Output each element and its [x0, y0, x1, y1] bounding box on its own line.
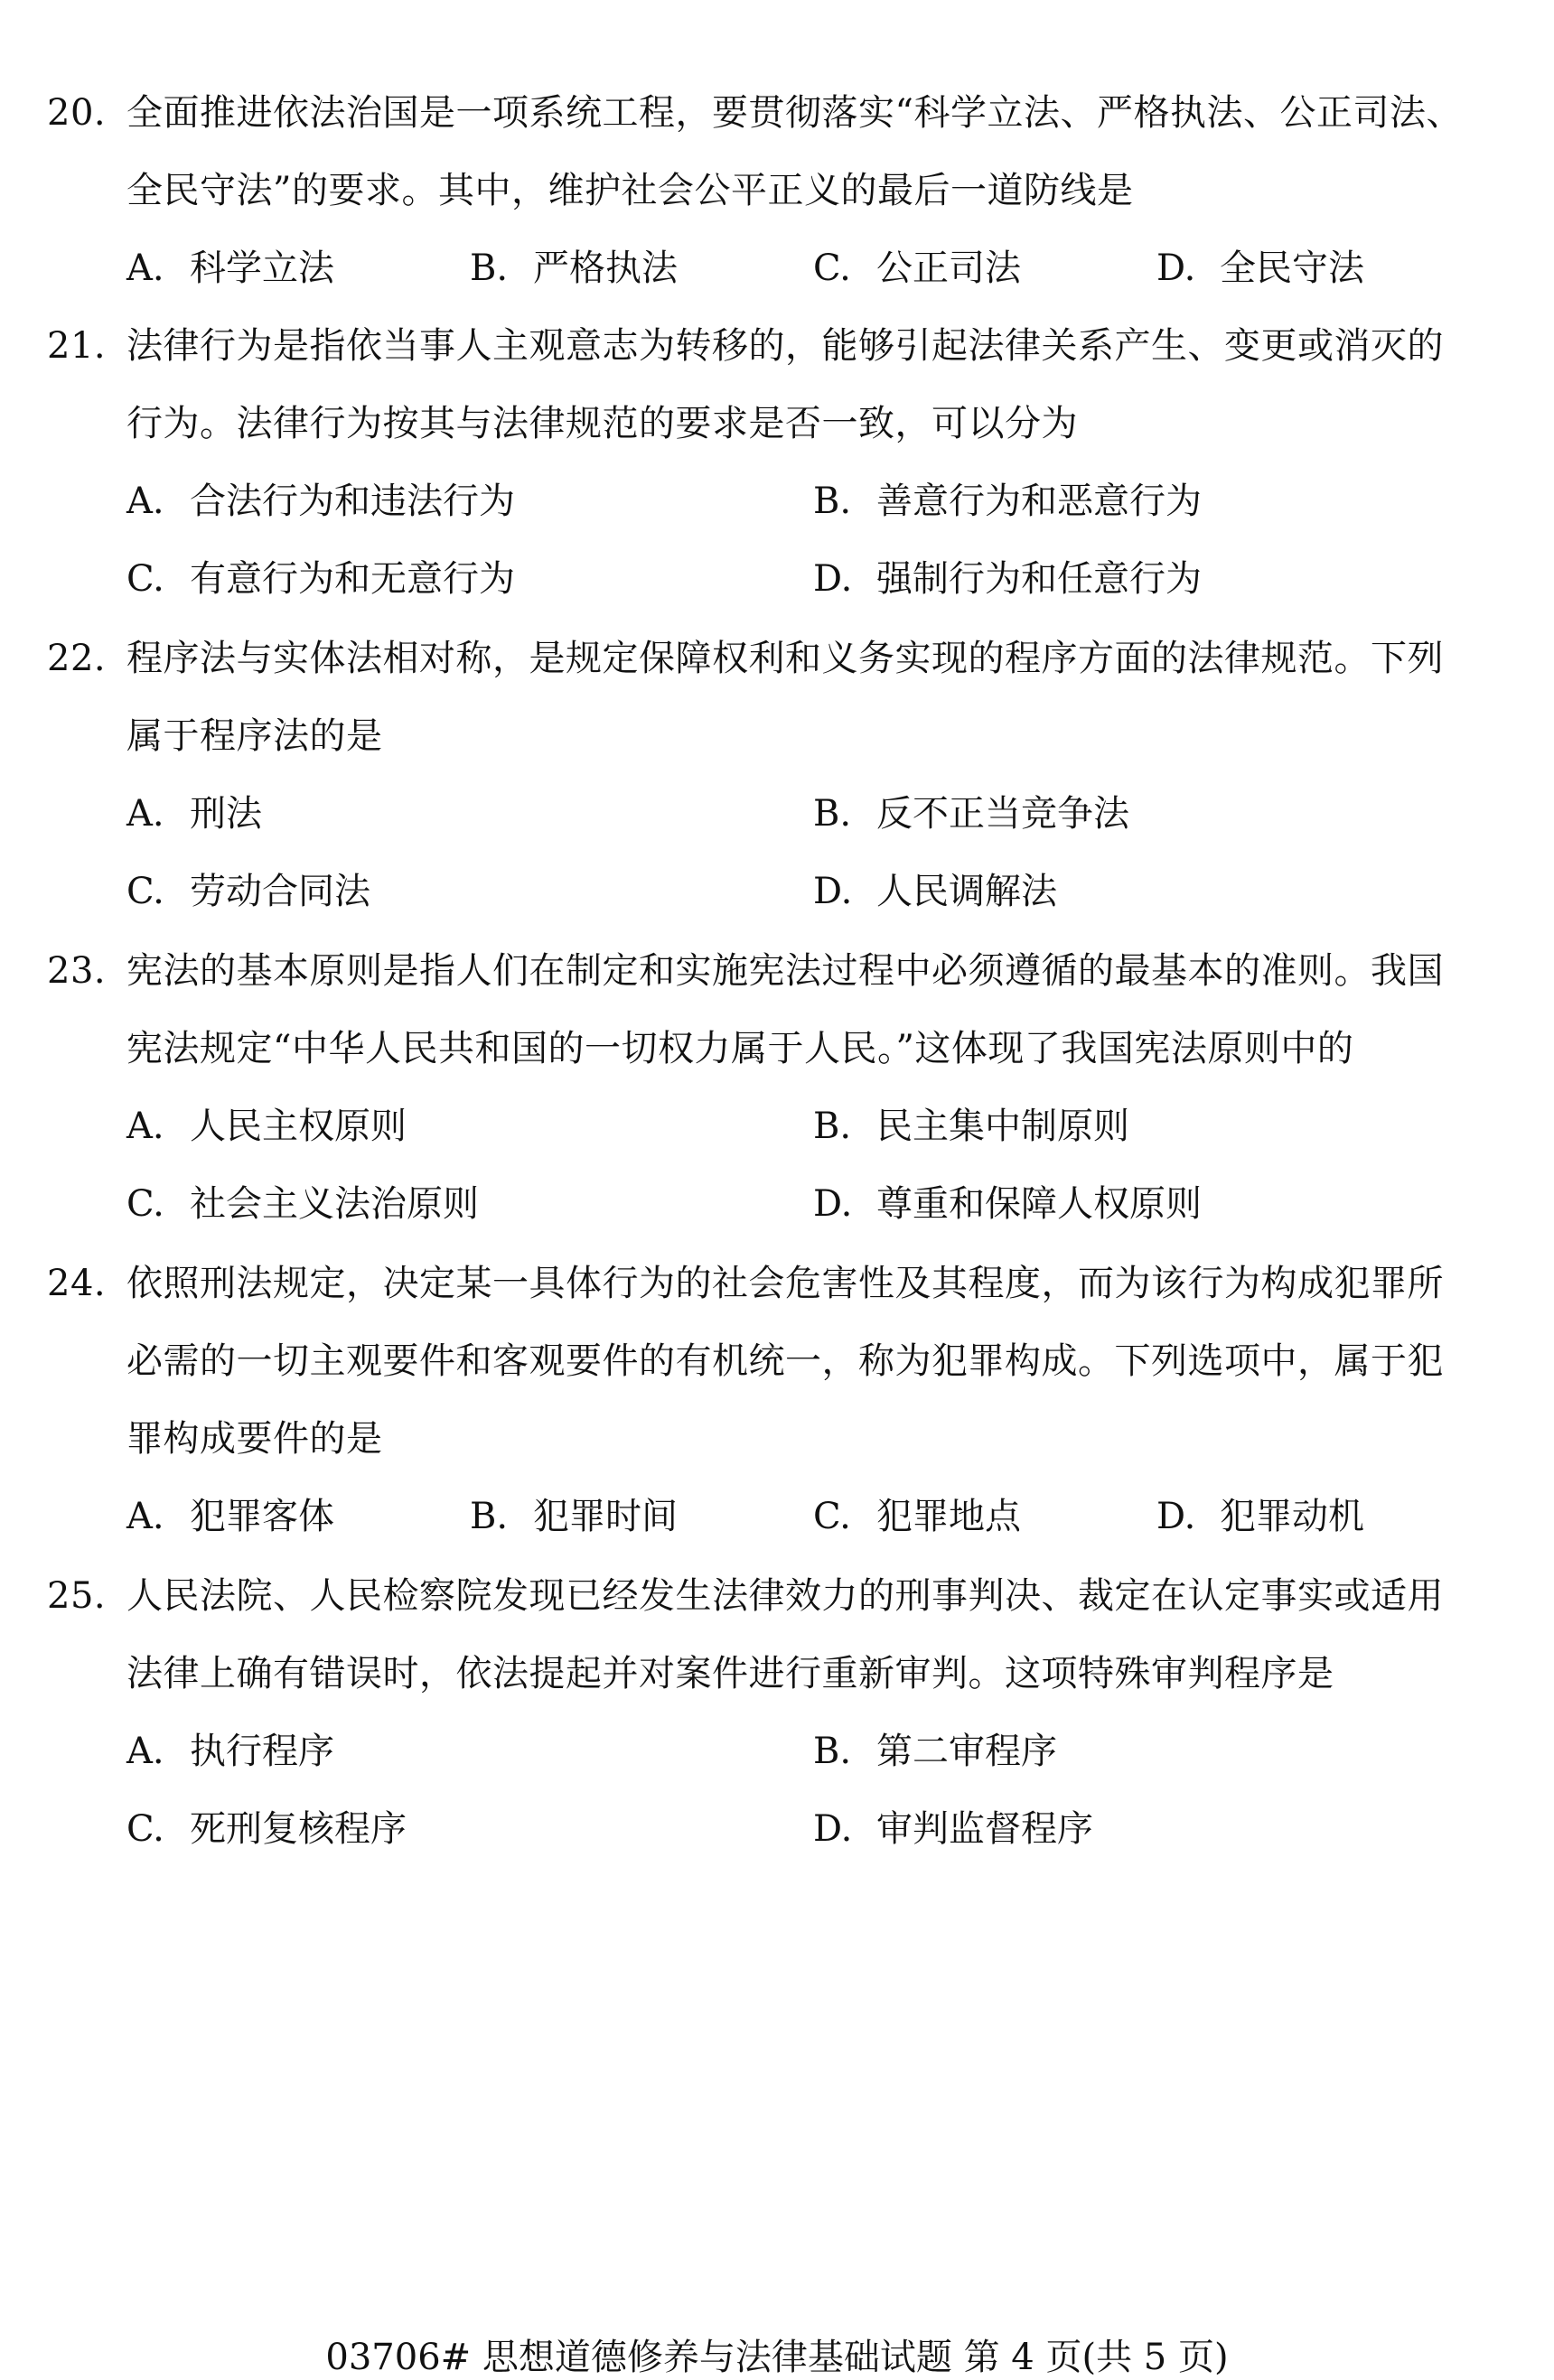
option-c	[126, 853, 370, 930]
options-row	[47, 462, 1502, 540]
option-text: 犯罪动机	[1220, 1496, 1364, 1537]
option-text: 人民主权原则	[190, 1106, 407, 1147]
question-stem-line	[47, 1245, 1502, 1322]
option-a	[126, 462, 515, 540]
option-a	[126, 775, 262, 853]
question-stem-line	[47, 152, 1502, 229]
option-letter: D.	[813, 1808, 853, 1850]
option-text: 刑法	[190, 793, 262, 835]
question-stem-line	[47, 932, 1502, 1010]
option-letter: D.	[813, 871, 853, 912]
question-stem-line	[47, 1400, 1502, 1478]
question-stem-text: 全面推进依法治国是一项系统工程，要贯彻落实“科学立法、严格执法、公正司法、	[126, 92, 1463, 134]
option-letter: A.	[126, 247, 164, 289]
option-a	[126, 1478, 334, 1555]
option-d	[1156, 229, 1364, 307]
option-letter: B.	[813, 1106, 852, 1147]
option-text: 犯罪时间	[533, 1496, 678, 1537]
option-letter: C.	[126, 1808, 164, 1850]
option-c	[126, 1790, 407, 1868]
question-25	[47, 1557, 1502, 1868]
option-text: 人民调解法	[876, 871, 1057, 912]
question-stem-line	[47, 1010, 1502, 1087]
option-d	[813, 1790, 1093, 1868]
question-stem-text: 必需的一切主观要件和客观要件的有机统一，称为犯罪构成。下列选项中，属于犯	[126, 1340, 1444, 1382]
option-text: 公正司法	[876, 247, 1021, 289]
question-23	[47, 932, 1502, 1243]
option-letter: D.	[813, 558, 853, 600]
options-row	[47, 540, 1502, 618]
options-row	[47, 1790, 1502, 1868]
question-number: 22.	[47, 638, 107, 679]
option-letter: B.	[813, 793, 852, 835]
option-b	[470, 229, 678, 307]
options-row	[47, 1713, 1502, 1790]
option-a	[126, 229, 334, 307]
option-text: 民主集中制原则	[876, 1106, 1129, 1147]
option-text: 合法行为和违法行为	[190, 481, 515, 522]
option-d	[1156, 1478, 1364, 1555]
option-text: 全民守法	[1220, 247, 1364, 289]
option-letter: C.	[126, 1183, 164, 1225]
options-row	[47, 1087, 1502, 1165]
question-24	[47, 1245, 1502, 1555]
option-letter: B.	[813, 481, 852, 522]
option-letter: C.	[126, 558, 164, 600]
option-text: 善意行为和恶意行为	[876, 481, 1202, 522]
option-letter: D.	[1156, 1496, 1196, 1537]
option-text: 犯罪地点	[876, 1496, 1021, 1537]
question-stem-text: 全民守法”的要求。其中，维护社会公平正义的最后一道防线是	[126, 170, 1134, 211]
question-stem-text: 宪法的基本原则是指人们在制定和实施宪法过程中必须遵循的最基本的准则。我国	[126, 950, 1444, 992]
option-b	[813, 462, 1202, 540]
option-letter: A.	[126, 1731, 164, 1772]
option-text: 执行程序	[190, 1731, 334, 1772]
question-stem-line	[47, 1322, 1502, 1400]
option-letter: D.	[1156, 247, 1196, 289]
option-c	[126, 1165, 479, 1243]
question-number: 24.	[47, 1263, 107, 1304]
option-letter: A.	[126, 1496, 164, 1537]
question-stem-text: 属于程序法的是	[126, 715, 383, 757]
option-text: 犯罪客体	[190, 1496, 334, 1537]
option-a	[126, 1713, 334, 1790]
question-stem-line	[47, 307, 1502, 385]
question-stem-text: 程序法与实体法相对称，是规定保障权利和义务实现的程序方面的法律规范。下列	[126, 638, 1444, 679]
option-letter: A.	[126, 481, 164, 522]
options-row	[47, 229, 1502, 307]
option-letter: B.	[470, 247, 509, 289]
question-number: 21.	[47, 325, 107, 367]
option-letter: B.	[813, 1731, 852, 1772]
question-stem-line	[47, 620, 1502, 697]
option-c	[813, 229, 1021, 307]
option-d	[813, 853, 1057, 930]
question-number: 25.	[47, 1575, 107, 1617]
question-stem-text: 法律行为是指依当事人主观意志为转移的，能够引起法律关系产生、变更或消灭的	[126, 325, 1444, 367]
options-row	[47, 1165, 1502, 1243]
question-stem-text: 法律上确有错误时，依法提起并对案件进行重新审判。这项特殊审判程序是	[126, 1653, 1334, 1694]
option-b	[813, 1713, 1057, 1790]
question-stem-text: 行为。法律行为按其与法律规范的要求是否一致，可以分为	[126, 403, 1078, 444]
option-letter: C.	[813, 1496, 851, 1537]
question-stem-line	[47, 74, 1502, 152]
question-stem-text: 宪法规定“中华人民共和国的一切权力属于人民。”这体现了我国宪法原则中的	[126, 1028, 1354, 1069]
option-letter: B.	[470, 1496, 509, 1537]
question-stem-text: 依照刑法规定，决定某一具体行为的社会危害性及其程度，而为该行为构成犯罪所	[126, 1263, 1444, 1304]
option-b	[470, 1478, 678, 1555]
question-stem-text: 罪构成要件的是	[126, 1418, 383, 1460]
question-22	[47, 620, 1502, 930]
options-row	[47, 775, 1502, 853]
option-text: 劳动合同法	[190, 871, 370, 912]
question-stem-line	[47, 697, 1502, 775]
option-letter: A.	[126, 1106, 164, 1147]
option-b	[813, 1087, 1129, 1165]
options-row	[47, 1478, 1502, 1555]
option-c	[813, 1478, 1021, 1555]
options-row	[47, 853, 1502, 930]
question-number: 23.	[47, 950, 107, 992]
question-20	[47, 74, 1502, 307]
question-21	[47, 307, 1502, 618]
option-text: 社会主义法治原则	[190, 1183, 479, 1225]
option-c	[126, 540, 515, 618]
question-number: 20.	[47, 92, 107, 134]
option-letter: C.	[813, 247, 851, 289]
option-text: 科学立法	[190, 247, 334, 289]
option-text: 反不正当竞争法	[876, 793, 1129, 835]
question-stem-line	[47, 1635, 1502, 1713]
option-text: 死刑复核程序	[190, 1808, 407, 1850]
option-text: 严格执法	[533, 247, 678, 289]
question-stem-line	[47, 385, 1502, 462]
option-d	[813, 540, 1202, 618]
option-letter: C.	[126, 871, 164, 912]
question-stem-text: 人民法院、人民检察院发现已经发生法律效力的刑事判决、裁定在认定事实或适用	[126, 1575, 1444, 1617]
option-b	[813, 775, 1129, 853]
option-text: 第二审程序	[876, 1731, 1057, 1772]
option-letter: A.	[126, 793, 164, 835]
option-a	[126, 1087, 407, 1165]
option-d	[813, 1165, 1202, 1243]
question-stem-line	[47, 1557, 1502, 1635]
option-text: 有意行为和无意行为	[190, 558, 515, 600]
option-letter: D.	[813, 1183, 853, 1225]
option-text: 尊重和保障人权原则	[876, 1183, 1202, 1225]
page-footer: 03706# 思想道德修养与法律基础试题 第 4 页(共 5 页)	[325, 2337, 1229, 2378]
option-text: 强制行为和任意行为	[876, 558, 1202, 600]
option-text: 审判监督程序	[876, 1808, 1093, 1850]
